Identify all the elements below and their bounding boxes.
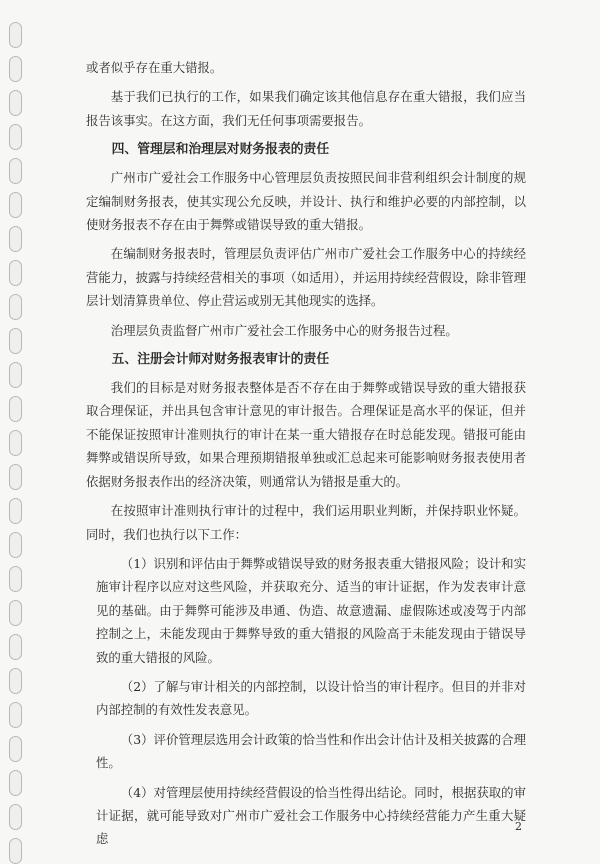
paragraph-management-responsibility: 广州市广爱社会工作服务中心管理层负责按照民间非营利组织会计制度的规定编制财务报表，使其实现公允反映，并设计、执行和维护必要的内部控制，以使财务报表不存在由于舞弊或错误导致的重大错报。 [86, 170, 526, 233]
paragraph-continuation: 或者似乎存在重大错报。 [86, 60, 223, 75]
binder-hole [9, 736, 22, 762]
binder-hole [9, 634, 22, 660]
binder-hole [9, 294, 22, 320]
binder-hole [9, 702, 22, 728]
binder-hole [9, 362, 22, 388]
paragraph-audit-objective: 我们的目标是对财务报表整体是否不存在由于舞弊或错误导致的重大错报获取合理保证，并出具包含审计意见的审计报告。合理保证是高水平的保证，但并不能保证按照审计准则执行的审计在某一重大错报存在时总能发现。错报可能由舞弊或错误所导致，如果合理预期错报单独或汇总起来可能影响财务报表使用者依据财务报表作出的经济决策，则通常认为错报是重大的。 [86, 380, 526, 489]
binder-hole [9, 770, 22, 796]
binder-hole [9, 328, 22, 354]
binder-hole [9, 260, 22, 286]
binder-hole [9, 22, 22, 48]
binder-hole [9, 566, 22, 592]
binder-hole [9, 158, 22, 184]
binder-hole [9, 464, 22, 490]
paragraph-professional-judgment: 在按照审计准则执行审计的过程中，我们运用职业判断，并保持职业怀疑。同时，我们也执行以下工作： [86, 503, 526, 542]
page-number: 2 [515, 820, 522, 833]
list-item-2: （2）了解与审计相关的内部控制，以设计恰当的审计程序。但目的并非对内部控制的有效性发表意见。 [96, 678, 526, 718]
binder-hole [9, 90, 22, 116]
binder-hole [9, 668, 22, 694]
binder-hole [9, 430, 22, 456]
section-heading-5: 五、注册会计师对财务报表审计的责任 [111, 352, 330, 368]
paragraph-going-concern: 在编制财务报表时，管理层负责评估广州市广爱社会工作服务中心的持续经营能力，披露与持续经营相关的事项（如适用），并运用持续经营假设，除非管理层计划清算贵单位、停止营运或别无其他现实的选择。 [86, 246, 526, 309]
binder-hole [9, 124, 22, 150]
list-item-3: （3）评价管理层选用会计政策的恰当性和作出会计估计及相关披露的合理性。 [96, 731, 526, 771]
paragraph-governance-oversight: 治理层负责监督广州市广爱社会工作服务中心的财务报告过程。 [110, 322, 458, 338]
binder-hole [9, 838, 22, 864]
paragraph-other-information: 基于我们已执行的工作，如果我们确定该其他信息存在重大错报，我们应当报告该事实。在这方面，我们无任何事项需要报告。 [86, 89, 526, 128]
section-heading-4: 四、管理层和治理层对财务报表的责任 [111, 142, 330, 158]
binder-hole [9, 396, 22, 422]
list-item-4: （4）对管理层使用持续经营假设的恰当性得出结论。同时，根据获取的审计证据，就可能导致对广州市广爱社会工作服务中心持续经营能力产生重大疑虑 [96, 784, 526, 847]
binder-holes [0, 0, 40, 850]
binder-hole [9, 226, 22, 252]
binder-hole [9, 498, 22, 524]
binder-hole [9, 804, 22, 830]
document-page [86, 56, 526, 857]
binder-hole [9, 56, 22, 82]
binder-hole [9, 532, 22, 558]
list-item-1: （1）识别和评估由于舞弊或错误导致的财务报表重大错报风险；设计和实施审计程序以应对这些风险，并获取充分、适当的审计证据，作为发表审计意见的基础。由于舞弊可能涉及串通、伪造、故意遗漏、虚假陈述或凌驾于内部控制之上，未能发现由于舞弊导致的重大错报的风险高于未能发现由于错误导致的重大错报的风险。 [96, 555, 526, 665]
binder-hole [9, 192, 22, 218]
binder-hole [9, 600, 22, 626]
